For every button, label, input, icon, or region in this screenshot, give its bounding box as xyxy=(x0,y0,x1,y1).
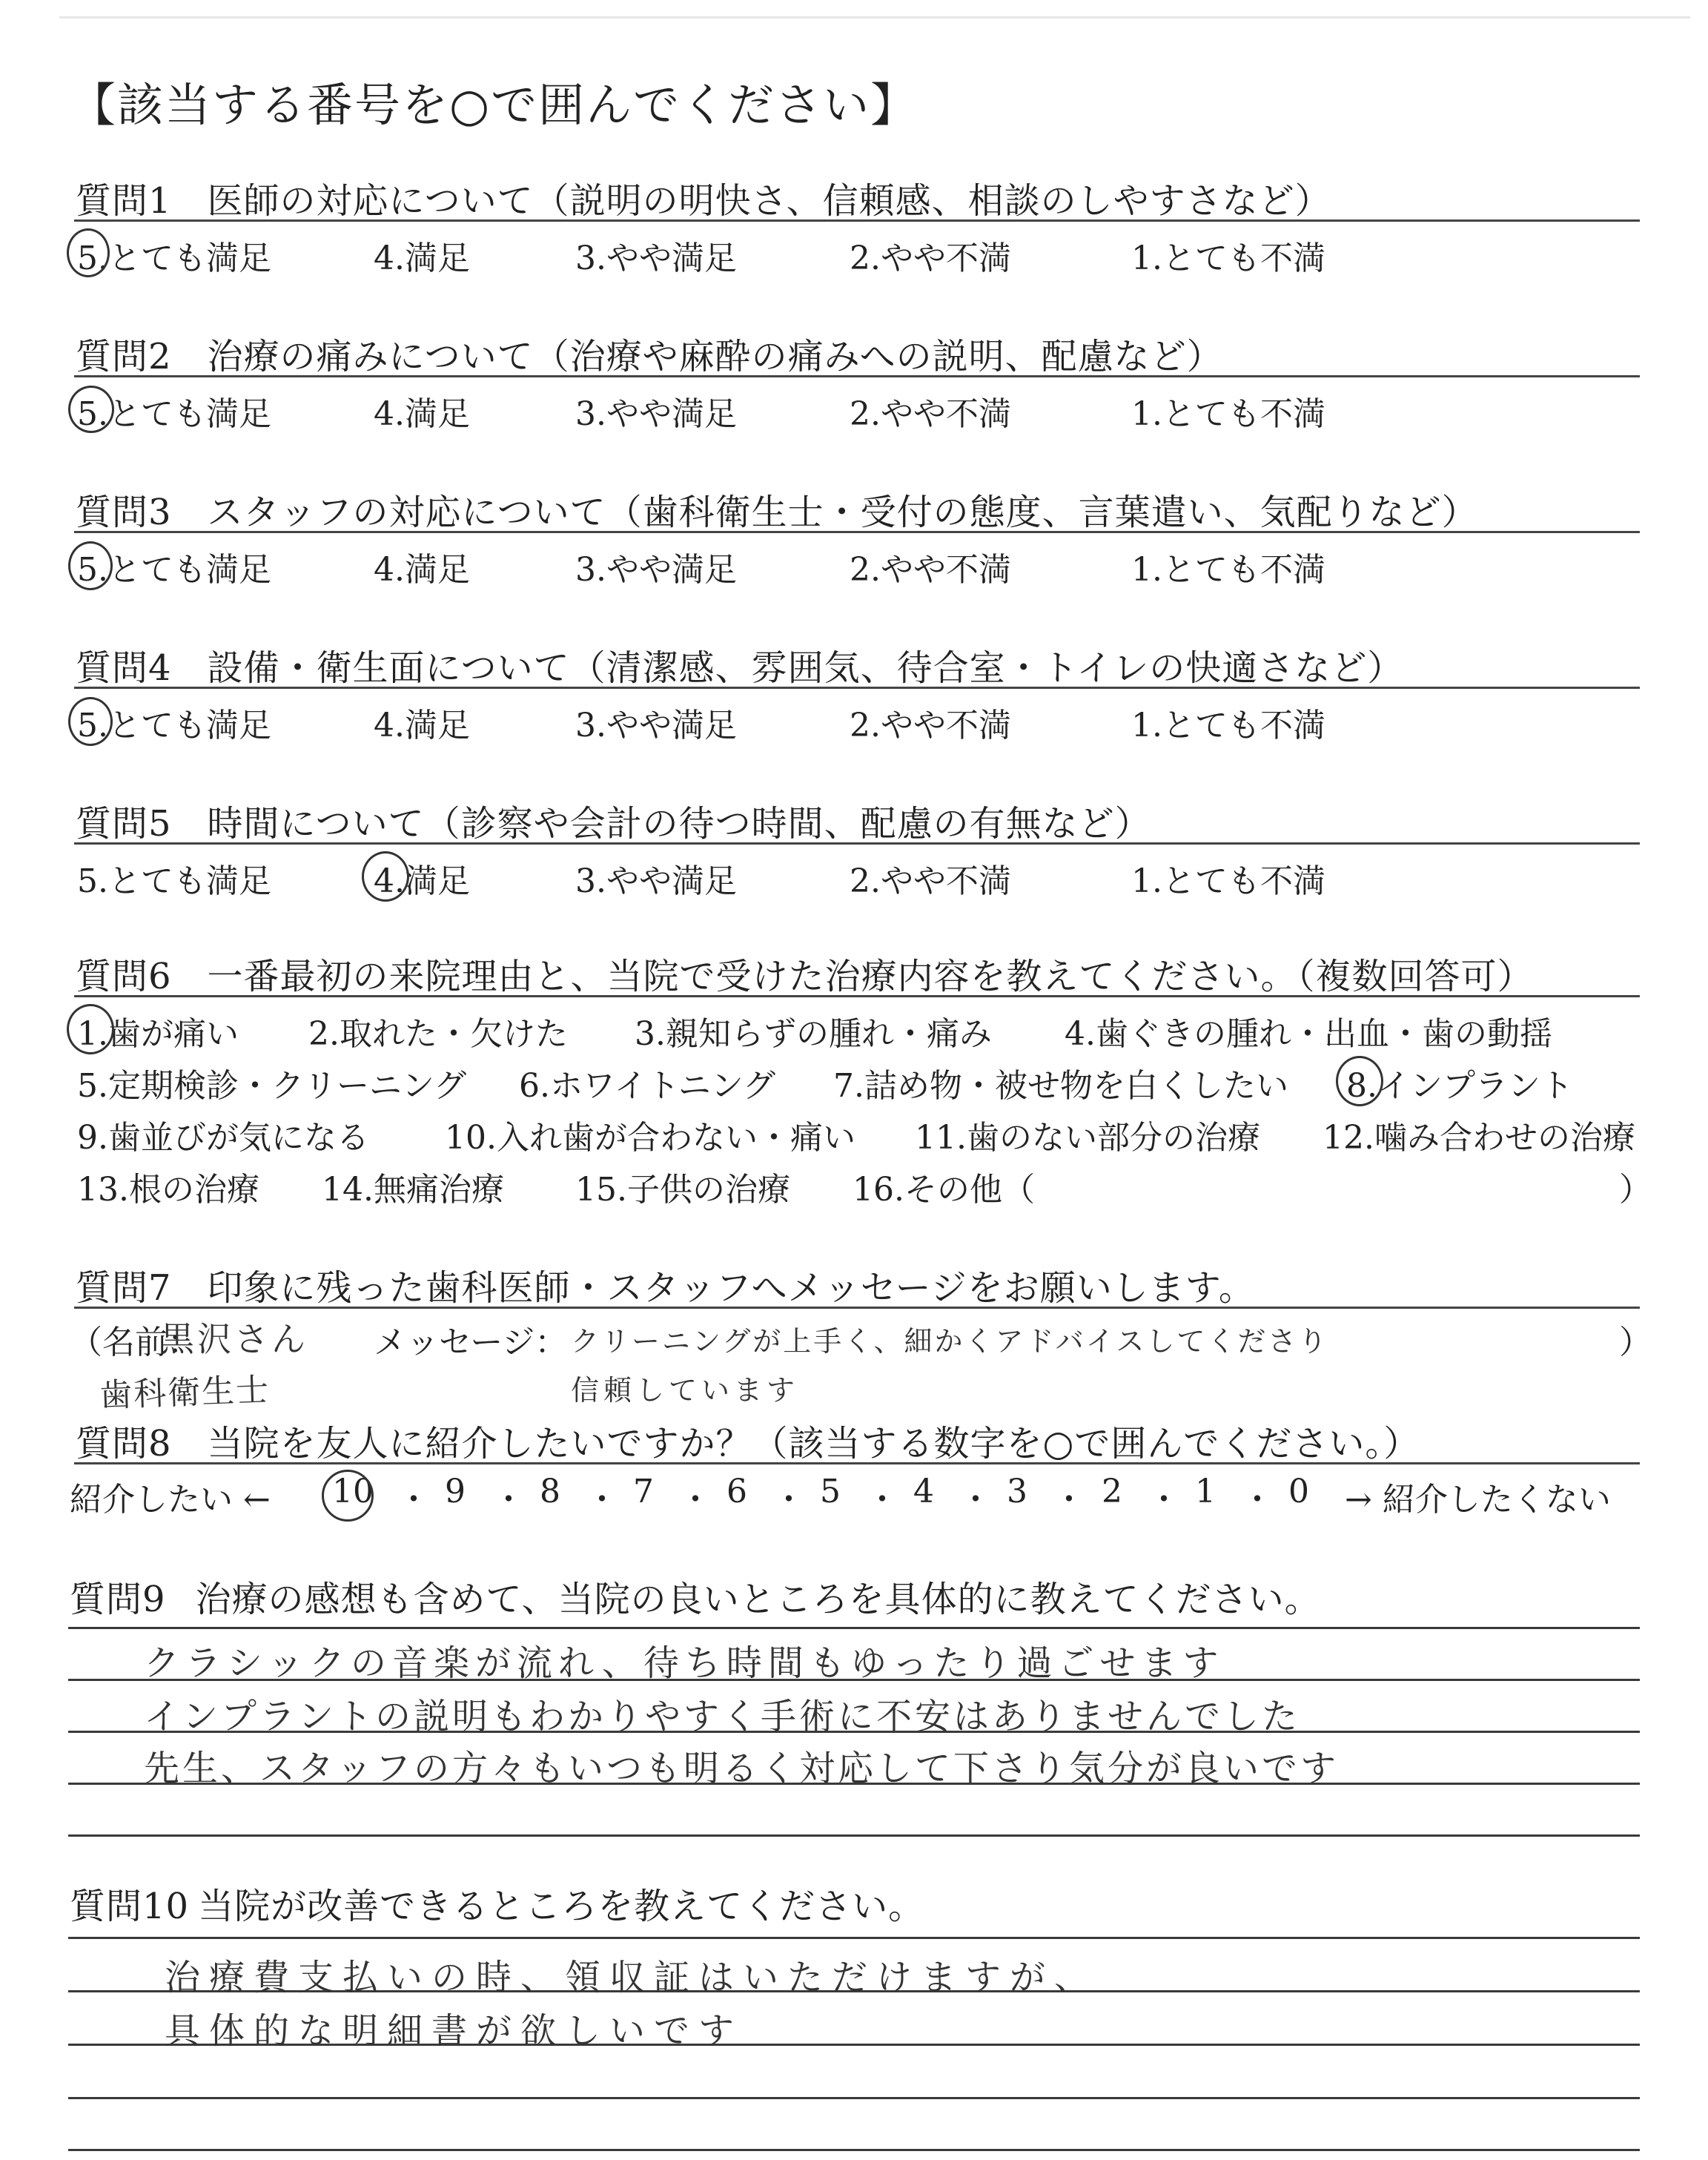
q4-option-5[interactable]: 5.とても満足 xyxy=(77,707,271,744)
q8-scale-0[interactable]: 0 xyxy=(1288,1473,1309,1510)
q7-heading xyxy=(76,1259,1255,1310)
q1-option-3[interactable]: 3.やや満足 xyxy=(575,240,737,277)
q6-option-3[interactable]: 3.親知らずの腫れ・痛み xyxy=(635,1015,992,1053)
q3-option-5[interactable]: 5.とても満足 xyxy=(77,551,271,589)
q7-underline xyxy=(74,1307,1640,1309)
q1-underline xyxy=(74,219,1640,222)
q10-label: 質問10 xyxy=(70,1886,190,1927)
q4-label: 質問4 xyxy=(76,647,172,689)
q2-text: 治療の痛みについて（治療や麻酔の痛みへの説明、配慮など） xyxy=(207,336,1223,377)
q8-separator: ・ xyxy=(679,1481,712,1519)
q4-option-2[interactable]: 2.やや不満 xyxy=(850,707,1011,744)
q1-option-4[interactable]: 4.満足 xyxy=(374,240,470,277)
q4-option-1[interactable]: 1.とても不満 xyxy=(1131,707,1325,744)
q5-option-5[interactable]: 5.とても満足 xyxy=(77,862,271,900)
q1-option-1[interactable]: 1.とても不満 xyxy=(1131,240,1325,277)
q6-other-close: ） xyxy=(1619,1171,1652,1209)
q8-separator: ・ xyxy=(959,1481,992,1519)
q9-write-line xyxy=(68,1627,1640,1629)
q2-option-4[interactable]: 4.満足 xyxy=(374,395,470,433)
q8-selected-circle xyxy=(322,1470,374,1522)
q7-handwritten-name: 黒沢さん xyxy=(160,1319,308,1359)
q6-option-2[interactable]: 2.取れた・欠けた xyxy=(308,1015,568,1053)
q8-separator: ・ xyxy=(397,1481,430,1519)
q6-option-11[interactable]: 11.歯のない部分の治療 xyxy=(915,1119,1260,1157)
q6-text: 一番最初の来院理由と、当院で受けた治療内容を教えてください。（複数回答可） xyxy=(207,956,1534,997)
q8-scale-4[interactable]: 4 xyxy=(913,1473,934,1510)
q1-option-2[interactable]: 2.やや不満 xyxy=(850,240,1011,277)
q8-scale-8[interactable]: 8 xyxy=(540,1473,560,1510)
q5-option-2[interactable]: 2.やや不満 xyxy=(850,862,1011,900)
q7-handwritten-message-1: クリーニングが上手く、細かくアドバイスしてくださり xyxy=(571,1325,1329,1358)
q6-underline xyxy=(74,995,1640,997)
q6-label: 質問6 xyxy=(76,956,172,997)
q6-option-8[interactable]: 8.インプラント xyxy=(1346,1067,1573,1105)
q4-option-4[interactable]: 4.満足 xyxy=(374,707,470,744)
q2-option-2[interactable]: 2.やや不満 xyxy=(850,395,1011,433)
q6-selected-circle-8 xyxy=(1336,1056,1383,1106)
q3-underline xyxy=(74,531,1640,533)
q2-label: 質問2 xyxy=(76,336,172,377)
q6-option-13[interactable]: 13.根の治療 xyxy=(77,1171,259,1209)
q10-text: 当院が改善できるところを教えてください。 xyxy=(198,1886,925,1927)
q6-heading xyxy=(76,948,1534,999)
q8-scale-5[interactable]: 5 xyxy=(820,1473,841,1510)
page-top-edge xyxy=(59,16,1690,19)
q2-underline xyxy=(74,375,1640,377)
q8-separator: ・ xyxy=(586,1481,618,1519)
q4-underline xyxy=(74,687,1640,689)
q9-label: 質問9 xyxy=(70,1579,166,1620)
q8-underline xyxy=(74,1462,1640,1464)
q2-heading xyxy=(76,328,1223,379)
q2-option-5[interactable]: 5.とても満足 xyxy=(77,395,271,433)
q10-heading xyxy=(70,1877,924,1929)
q5-option-3[interactable]: 3.やや満足 xyxy=(575,862,737,900)
q9-handwritten-line-2: インプラントの説明もわかりやすく手術に不安はありませんでした xyxy=(144,1696,1301,1737)
q7-handwritten-role: 歯科衛生士 xyxy=(99,1370,271,1415)
q1-heading xyxy=(76,172,1331,223)
q6-option-12[interactable]: 12.噛み合わせの治療 xyxy=(1323,1119,1635,1157)
q3-option-4[interactable]: 4.満足 xyxy=(374,551,470,589)
q6-option-9[interactable]: 9.歯並びが気になる xyxy=(77,1119,369,1157)
q8-scale-10[interactable]: 10 xyxy=(332,1473,374,1510)
q6-option-10[interactable]: 10.入れ歯が合わない・痛い xyxy=(445,1119,855,1157)
q3-selected-circle xyxy=(68,541,113,590)
q8-scale-2[interactable]: 2 xyxy=(1102,1473,1122,1510)
q3-option-2[interactable]: 2.やや不満 xyxy=(850,551,1011,589)
q8-heading xyxy=(76,1415,1420,1466)
q4-option-3[interactable]: 3.やや満足 xyxy=(575,707,737,744)
q2-selected-circle xyxy=(68,386,114,433)
q8-scale-1[interactable]: 1 xyxy=(1195,1473,1216,1510)
q3-heading xyxy=(76,483,1478,535)
q9-heading xyxy=(70,1571,1321,1622)
q5-heading xyxy=(76,795,1151,846)
q8-scale-7[interactable]: 7 xyxy=(633,1473,654,1510)
q6-option-5[interactable]: 5.定期検診・クリーニング xyxy=(77,1067,467,1105)
form-title: 【該当する番号を○で囲んでください】 xyxy=(70,78,918,132)
q9-handwritten-line-3: 先生、スタッフの方々もいつも明るく対応して下さり気分が良いです xyxy=(144,1748,1340,1789)
q6-option-16[interactable]: 16.その他（ xyxy=(853,1171,1035,1209)
q5-text: 時間について（診察や会計の待つ時間、配慮の有無など） xyxy=(207,803,1151,845)
q5-underline xyxy=(74,842,1640,845)
q8-scale-3[interactable]: 3 xyxy=(1007,1473,1027,1510)
q7-message-label: メッセージ： xyxy=(374,1324,568,1361)
q5-option-4[interactable]: 4.満足 xyxy=(374,862,470,900)
q3-option-3[interactable]: 3.やや満足 xyxy=(575,551,737,589)
q6-option-6[interactable]: 6.ホワイトニング xyxy=(519,1067,776,1105)
q1-label: 質問1 xyxy=(76,180,172,222)
q7-text: 印象に残った歯科医師・スタッフへメッセージをお願いします。 xyxy=(207,1267,1255,1309)
q1-selected-circle xyxy=(67,228,110,277)
q8-separator: ・ xyxy=(1241,1481,1274,1519)
q10-write-line xyxy=(68,1937,1640,1939)
q8-separator: ・ xyxy=(866,1481,898,1519)
q9-handwritten-line-1: クラシックの音楽が流れ、待ち時間もゆったり過ごせます xyxy=(144,1642,1225,1684)
q1-option-5[interactable]: 5.とても満足 xyxy=(77,240,271,277)
q4-heading xyxy=(76,639,1403,690)
q9-write-line xyxy=(68,1834,1640,1837)
q8-scale-6[interactable]: 6 xyxy=(726,1473,747,1510)
q10-write-line xyxy=(68,2149,1640,2151)
q8-separator: ・ xyxy=(492,1481,525,1519)
q6-option-1[interactable]: 1.歯が痛い xyxy=(77,1015,239,1053)
q7-close: ） xyxy=(1619,1324,1652,1361)
q8-scale-9[interactable]: 9 xyxy=(445,1473,466,1510)
q2-option-1[interactable]: 1.とても不満 xyxy=(1131,395,1325,433)
q8-right-label: → 紹介したくない xyxy=(1345,1481,1611,1519)
q9-text: 治療の感想も含めて、当院の良いところを具体的に教えてください。 xyxy=(195,1579,1321,1620)
q5-label: 質問5 xyxy=(76,803,172,845)
q8-separator: ・ xyxy=(1148,1481,1180,1519)
q8-left-label: 紹介したい ← xyxy=(70,1481,271,1519)
q10-write-line xyxy=(68,2097,1640,2099)
q8-separator: ・ xyxy=(1053,1481,1085,1519)
q3-label: 質問3 xyxy=(76,492,172,533)
q4-text: 設備・衛生面について（清潔感、雰囲気、待合室・トイレの快適さなど） xyxy=(207,647,1404,689)
q10-handwritten-line-2: 具体的な明細書が欲しいです xyxy=(165,2010,744,2052)
q3-text: スタッフの対応について（歯科衛生士・受付の態度、言葉遣い、気配りなど） xyxy=(207,492,1478,533)
q6-option-15[interactable]: 15.子供の治療 xyxy=(575,1171,790,1209)
q6-option-7[interactable]: 7.詰め物・被せ物を白くしたい xyxy=(833,1067,1288,1105)
q6-selected-circle-1 xyxy=(67,1004,114,1054)
q3-option-1[interactable]: 1.とても不満 xyxy=(1131,551,1325,589)
q5-option-1[interactable]: 1.とても不満 xyxy=(1131,862,1325,900)
q1-text: 医師の対応について（説明の明快さ、信頼感、相談のしやすさなど） xyxy=(207,180,1331,222)
q4-selected-circle xyxy=(68,697,113,746)
q7-name-label: （名前： xyxy=(70,1324,200,1361)
q5-selected-circle xyxy=(362,851,409,902)
q8-label: 質問8 xyxy=(76,1423,172,1464)
q2-option-3[interactable]: 3.やや満足 xyxy=(575,395,737,433)
q10-handwritten-line-1: 治療費支払いの時、領収証はいただけますが、 xyxy=(165,1957,1099,1998)
q6-option-4[interactable]: 4.歯ぐきの腫れ・出血・歯の動揺 xyxy=(1065,1015,1552,1053)
q8-text: 当院を友人に紹介したいですか？（該当する数字を○で囲んでください。） xyxy=(207,1423,1420,1464)
q8-separator: ・ xyxy=(772,1481,805,1519)
q7-handwritten-message-2: 信頼しています xyxy=(571,1374,800,1407)
q7-label: 質問7 xyxy=(76,1267,172,1309)
q6-option-14[interactable]: 14.無痛治療 xyxy=(322,1171,504,1209)
